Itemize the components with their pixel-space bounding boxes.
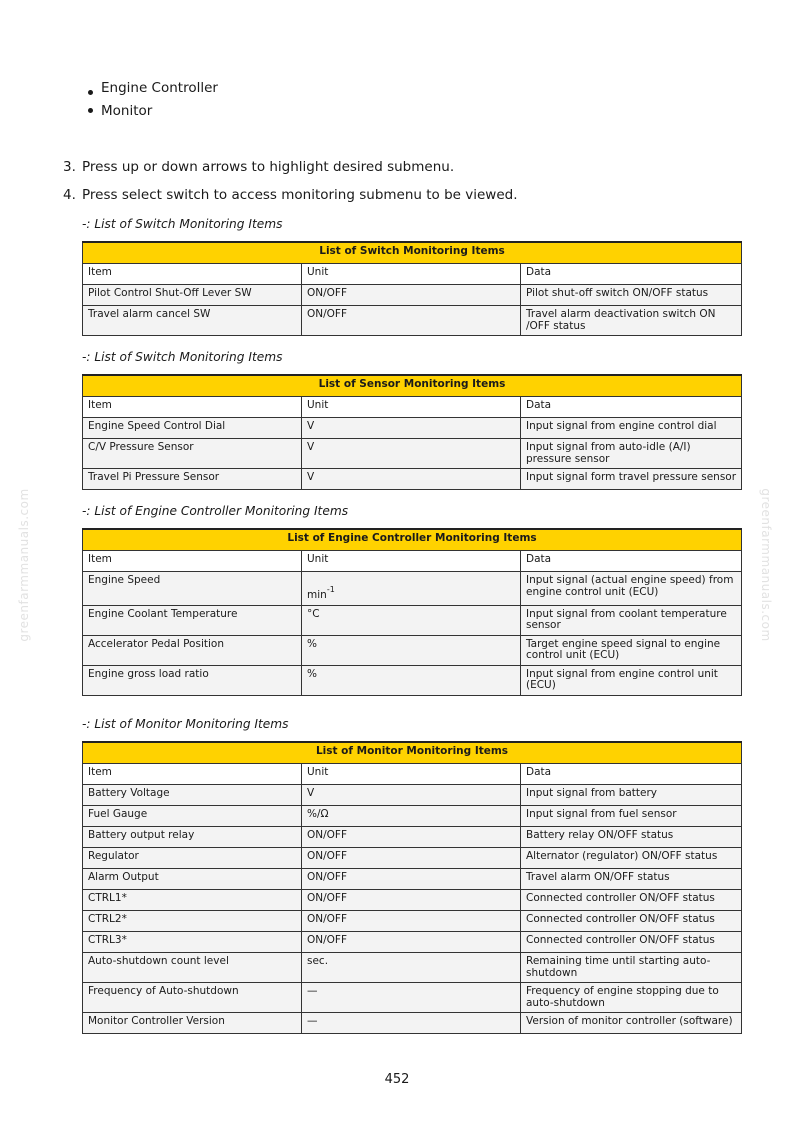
column-header-unit: Unit <box>302 264 521 285</box>
table-row: Alarm Output ON/OFF Travel alarm ON/OFF status <box>83 869 742 890</box>
step-4: 4. Press select switch to access monitoring submenu to be viewed. <box>63 187 518 203</box>
bullet-list <box>88 78 218 124</box>
table-caption-switch: -: List of Switch Monitoring Items <box>82 217 283 231</box>
switch-monitoring-table <box>82 241 742 336</box>
table-row: Fuel Gauge %/Ω Input signal from fuel sensor <box>83 806 742 827</box>
engine-controller-monitoring-table <box>82 528 742 696</box>
column-header-item: Item <box>83 397 302 418</box>
table-row: Travel Pi Pressure Sensor V Input signal form travel pressure sensor <box>83 469 742 490</box>
column-header-unit: Unit <box>302 397 521 418</box>
table-row: CTRL3* ON/OFF Connected controller ON/OFF status <box>83 932 742 953</box>
column-header-unit: Unit <box>302 551 521 572</box>
table-title: List of Engine Controller Monitoring Items <box>83 529 742 551</box>
page-number: 452 <box>384 1072 410 1087</box>
table-title: List of Sensor Monitoring Items <box>83 375 742 397</box>
column-header-item: Item <box>83 264 302 285</box>
column-header-data: Data <box>521 264 742 285</box>
table-row: Travel alarm cancel SW ON/OFF Travel alarm deactivation switch ON /OFF status <box>83 306 742 336</box>
table-row: Battery output relay ON/OFF Battery relay ON/OFF status <box>83 827 742 848</box>
sensor-monitoring-table <box>82 374 742 490</box>
table-row: Engine Speed Control Dial V Input signal from engine control dial <box>83 418 742 439</box>
column-header-data: Data <box>521 764 742 785</box>
table-row: Engine Speed $\min^{-1}$ Input signal (actual engine speed) from engine control unit (ECU) <box>83 572 742 606</box>
table-row: CTRL2* ON/OFF Connected controller ON/OFF status <box>83 911 742 932</box>
table-row: Battery Voltage V Input signal from battery <box>83 785 742 806</box>
column-header-data: Data <box>521 397 742 418</box>
bullet-item: Engine Controller <box>88 78 218 101</box>
column-header-unit: Unit <box>302 764 521 785</box>
table-row: Pilot Control Shut-Off Lever SW ON/OFF Pilot shut-off switch ON/OFF status <box>83 285 742 306</box>
column-header-item: Item <box>83 551 302 572</box>
monitor-monitoring-table <box>82 741 742 1034</box>
step-3: 3. Press up or down arrows to highlight desired submenu. <box>63 159 455 175</box>
bullet-dot-icon <box>88 90 93 95</box>
table-row: Engine Coolant Temperature °C Input signal from coolant temperature sensor <box>83 605 742 635</box>
table-caption-engine-controller: -: List of Engine Controller Monitoring Items <box>82 504 349 518</box>
table-row: Frequency of Auto-shutdown — Frequency of engine stopping due to auto-shutdown <box>83 983 742 1013</box>
table-row: Accelerator Pedal Position % Target engine speed signal to engine control unit (ECU) <box>83 635 742 665</box>
watermark-right: greenfarmmanuals.com <box>759 488 773 642</box>
table-row: CTRL1* ON/OFF Connected controller ON/OFF status <box>83 890 742 911</box>
table-row: Regulator ON/OFF Alternator (regulator) ON/OFF status <box>83 848 742 869</box>
table-row: Auto-shutdown count level sec. Remaining time until starting auto-shutdown <box>83 953 742 983</box>
watermark-left: greenfarmmanuals.com <box>17 488 31 642</box>
column-header-item: Item <box>83 764 302 785</box>
table-title: List of Switch Monitoring Items <box>83 242 742 264</box>
column-header-data: Data <box>521 551 742 572</box>
table-row: Monitor Controller Version — Version of monitor controller (software) <box>83 1013 742 1034</box>
bullet-dot-icon <box>88 108 93 113</box>
engine-speed-unit: $\min^{-1}$ <box>302 572 521 606</box>
bullet-item: Monitor <box>88 101 218 124</box>
table-title: List of Monitor Monitoring Items <box>83 742 742 764</box>
table-caption-sensor: -: List of Switch Monitoring Items <box>82 350 283 364</box>
table-row: C/V Pressure Sensor V Input signal from auto-idle (A/I) pressure sensor <box>83 439 742 469</box>
table-row: Engine gross load ratio % Input signal from engine control unit (ECU) <box>83 665 742 695</box>
table-caption-monitor: -: List of Monitor Monitoring Items <box>82 717 289 731</box>
